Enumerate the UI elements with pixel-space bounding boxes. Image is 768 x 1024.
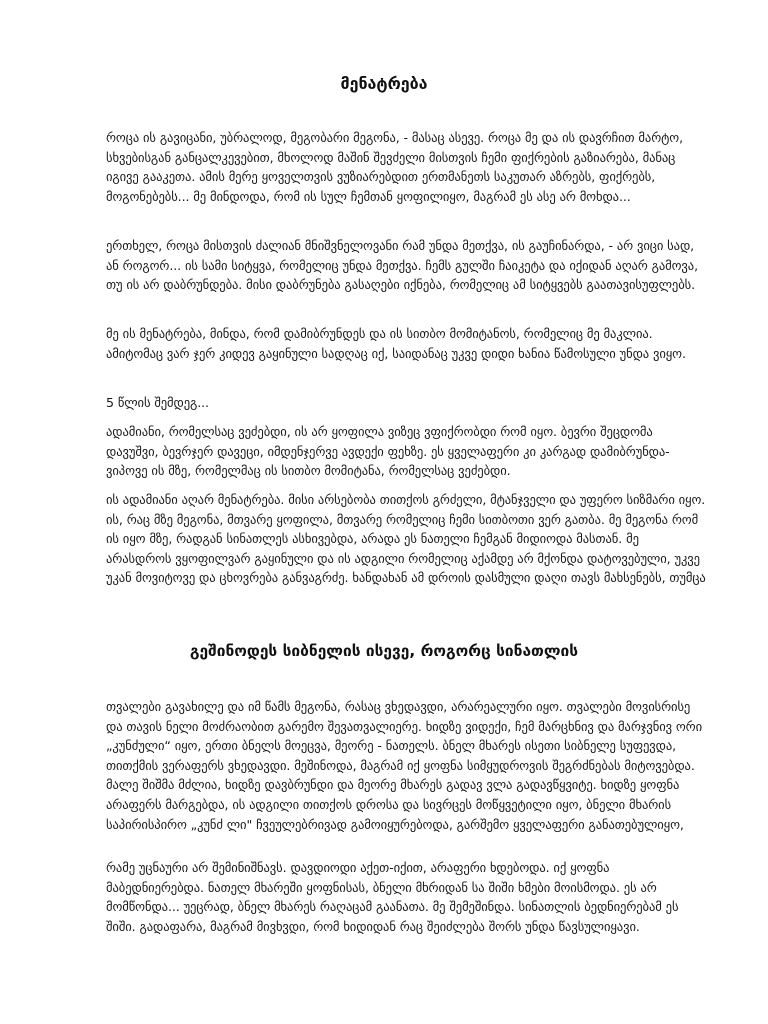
paragraph-missing: მე ის მენატრება, მინდა, რომ დამიბრუნდეს და ის სითბო მომიტანოს, რომელიც მე მაკლია. ამიტომაც ვარ ჯერ კიდევ გაყინული სადღაც იქ, საიდანაც უკვე დიდი ხანია წამოსული უნდა ვიყო. [106, 326, 686, 361]
paragraph-found-sun: ადამიანი, რომელსაც ვეძებდი, ის არ ყოფილა ვიზეც ვფიქრობდი რომ იყო. ბევრი შეცდომა დავუშვი, ბევრჯერ დავეცი, იმდენჯერვე ავდექი ფეხზე. ეს ყველაფერი კი კარგად დამიბრუნდა- ვიპოვე ის მზე, რომელმაც ის სითბო მომიტანა, რომელსაც ვეძებდი. [106, 424, 670, 479]
section-title: გეშინოდეს სიბნელის ისევე, როგორც სინათლის [189, 642, 579, 660]
paragraph-light-side: რამე უცნაური არ შემინიშნავს. დავდიოდი აქეთ-იქით, არაფერი ხდებოდა. იქ ყოფნა მაბედნიერებდა. ნათელ მხარეში ყოფნისას, ბნელი მხრიდან სა შიში ხმები მოისმოდა. ეს არ მომწონდა... უეცრად, ბნელ მხარეს რაღაცამ გაანათა. მე შემეშინდა. სინათლის ბედნიერებამ ეს შიში. გადაფარა, მაგრამ მივხვდი, რომ ხიდიდან რაც შეიძლება შორს უნდა წავსულიყავი. [106, 860, 679, 934]
paragraph-intro: როცა ის გავიცანი, უბრალოდ, მეგობარი მეგონა, - მასაც ასევე. როცა მე და ის დავრჩით მარტო, სხვებისგან განცალკევებით, მხოლოდ მაშინ შევძელი მისთვის ჩემი ფიქრების გაზიარება, მანაც იგივე გააკეთა. ამის მერე ყოველთვის ვუზიარებდით ერთმანეთს საკუთარ აზრებს, ფიქრებს, მოგონებებს... მე მინდოდა, რომ ის სულ ჩემთან ყოფილიყო, მაგრამ ეს ასე არ მოხდა... [106, 130, 683, 204]
paragraph-five-years-later: 5 წლის შემდეგ... [106, 395, 209, 410]
paragraph-disappearance: ერთხელ, როცა მისთვის ძალიან მნიშვნელოვანი რამ უნდა მეთქვა, ის გაუჩინარდა, - არ ვიცი სად, ან როგორ... ის სამი სიტყვა, რომელიც უნდა მეთქვა. ჩემს გულში ჩაიკეტა და იქიდან აღარ გამოვა, თუ ის არ დაბრუნდება. მისი დაბრუნება გასაღები იქნება, რომელიც ამ სიტყვებს გაათავისუფლებს. [106, 238, 698, 293]
document-title: მენატრება [340, 74, 428, 93]
paragraph-no-longer-missed: ის ადამიანი აღარ მენატრება. მისი არსებობა თითქოს გრძელი, მტანჯველი და უფერო სიზმარი იყო. ის, რაც მზე მეგონა, მთვარე ყოფილა, მთვარე რომელიც ჩემი სითბოთი ვერ გათბა. მე მეგონა რომ ის იყო მზე, რადგან სინათლეს ასხივებდა, არადა ეს ნათელი ჩემგან მიდიოდა მასთან. მე არასდროს ვყოფილვარ გაყინული და ის ადგილი რომელიც აქამდე არ მქონდა დატოვებული, უკვე უკან მოვიტოვე და ცხოვრება განვაგრძე. ხანდახან ამ დროის დასმული დაღი თავს მახსენებს, თუმცა [106, 492, 706, 586]
paragraph-bridge: თვალები გავახილე და იმ წამს მეგონა, რასაც ვხედავდი, არარეალური იყო. თვალები მოვისრისე და თავის ნელი მოძრაობით გარემო შევათვალიერე. ხიდზე ვიდექი, ჩემ მარცხნივ და მარჯვნივ ორი „კუნძული“ იყო, ერთი ბნელს მოეცვა, მეორე - ნათელს. ბნელ მხარეს ისეთი სიბნელე სუფევდა, თითქმის ვერაფერს ვხედავდი. მეშინოდა, მაგრამ იქ ყოფნა სიმყუდროვის შეგრძნებას მიტოვებდა. მალე შიშმა მძლია, ხიდზე დავბრუნდი და მეორე მხარეს გადავ ვლა გადავწყვიტე. ხიდზე ყოფნა არაფერს მარგებდა, ის ადგილი თითქოს დროსა და სივრცეს მოწყვეტილი იყო, ბნელი მხარის საპირისპირო „კუნძ ლი" ჩვეულებრივად გამოიყურებოდა, გარშემო ყველაფერი განათებულიყო, [106, 699, 703, 832]
